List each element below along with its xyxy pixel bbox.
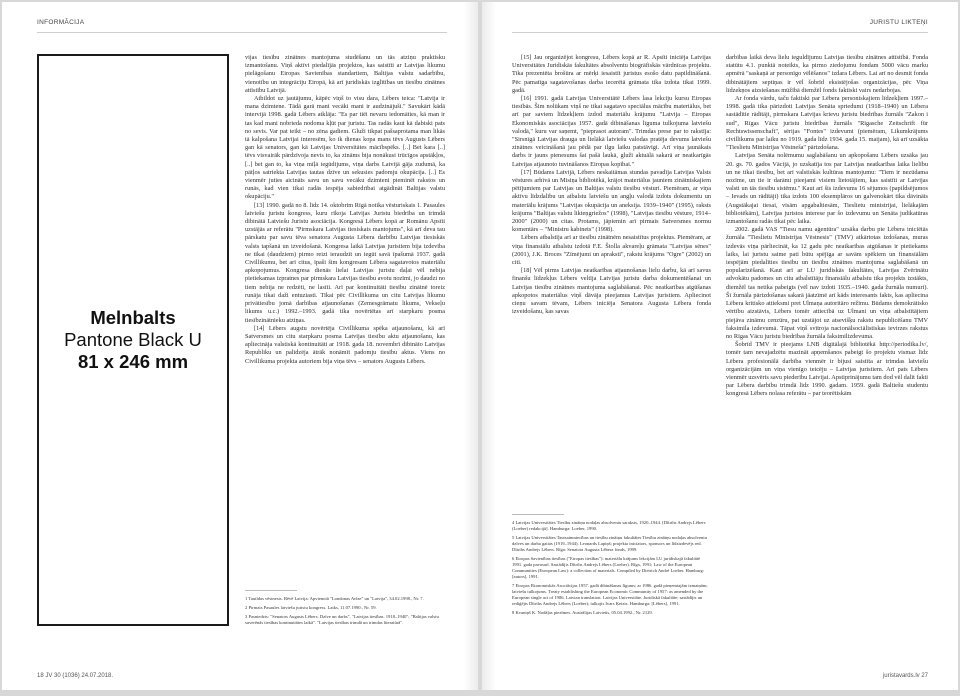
paragraph: Šobrīd TMV ir pieejams LNB digitālajā bibliotēkā http://periodika.lv/, tomēr tam nevajadzētu mazināt apņemšanos pabeigt šo projektu vismaz līdz Lēbera profesionālā darbība vienmēr ir bijusi saistīta ar trimdas latviešu organizācijām un viņa vienīgo teicēju – Latvijas juristiem. Arī pats Lēbers vienmēr uzsvēris savu piederību Latvijai. Apstiprinājumu tam dod vēl dalīt fakti par Lēbera darbību trimdā līdz 1990. gadam. 1959. gadā Baltiešu studentu kongresā Lēbers nolasa referātu – par teorētiskām xyxy=(726,341,928,398)
footnote: 7 Eiropas Ekonomiskās Asociācijas 1957. gadā dibināšanas līgums; ar 1986. gadā pieņemtajām izmaiņām; latviešu tulkojums. Treaty establishing the European Economic Community of 1957: as amended by the European single act of 1986. Latvian translation. Latvijas Universitāte. Juridiskā fakultāte; sastādījis un rediģējis Dītrihs Andrejs Lēbers (Loeber); tulkojis Ivars Ķeizis. Hamburga: [Lēbers], 1991. xyxy=(512,583,708,606)
ad-line-1: Melnbalts xyxy=(90,307,176,329)
page-folio: 18 JV 30 (1036) 24.07.2018. xyxy=(37,673,114,679)
footnote: 4 Latvijas Universitātes Tiesību zinātņu nodaļas absolventu saraksts, 1920–1944. [Dītrihs Andrejs Lēbers (Loeber) redakcijā]. Hamburga: Loeber, 1990. xyxy=(512,520,706,531)
advertisement-placeholder xyxy=(37,54,229,626)
section-header: INFORMĀCIJA xyxy=(37,19,85,26)
paragraph: [14] Lēbers augstu novērtēja Civillikuma spēka atjaunošanu, kā arī Satversmes un citu starpkaru posma Latvijas tiesību aktu atjaunošanu, kas apliecināja valstiskā kontinuitāti ar 1918. gada 18. novembrī dibināto Latvijas Republiku un palīdzēja ātrāk nonāmīt padomju tiesību aktus. Viens no Civillikuma projekta autoriem bija viņa tēvs – senators Augusts Lēbers. xyxy=(245,324,445,365)
paragraph: Ar fonda vārdu, taču faktiski par Lēbera personiskajiem līdzekļiem 1997.–1998. gadā tika pārizdoti Latvijas Senāta spriedumi (1918–1940) un Lēbera sastādītie rādītāji, pirmskara Latvijas krievu juristu biedrības žurnāls "Zakon i sud", Rīgas Vācu juristu biedrības žurnāls "Rigasche Zeitschrift für Rechtswissenschaft", sērijas "Fontes" izdevumi (piemēram, Likumkrājums civillikums par laiku no 1919. gada līdz 1934. gada 15. maijam), kā arī uzsākta "Tieslietu Ministrijas Vēstneša" pārizdošana. xyxy=(726,95,928,152)
ad-line-3: 81 x 246 mm xyxy=(77,350,189,372)
footnotes xyxy=(245,596,445,629)
paragraph: darbības laikā deva lielu ieguldījumu Latvijas tiesību zinātnes attīstībā. Fonda statūtu 4.1. punktā noteikts, ka pirmo ziedojumu fondam 5000 vācu marku apmērā "saskaņā ar personīgo vēlēšanos" izdara Lēbers. Lai arī no desmit fonda dibinātājiem septiņas ir vēl šobrīd eksistējošas organizācijas, pēc Viņa līdzekņos aizsiešanas mūžībā diemžēl fonds faktiski vairs nedarbojas. xyxy=(726,54,928,94)
footnote: 6 Eiropas Savienības tiesības ("Eiropas tiesības"): materiālu krājums lekcijām LU juridiskajā fakultātē 1991. gada pavasarī. Sastādījis Dītrihs Andrejs Lēbers (Loeber). Rīga, 1991; Law of the European Communities (European Law): a collection of materials. Compiled by Dietrich André Loeber. Hamburg: [autors], 1991. xyxy=(512,556,705,579)
paragraph: Latvijas Senāta nolēmumu saglabāšanu un apkopošanu Lēbers uzsāka jau 20. gs. 70. gados Vācijā, jo uzskatīja tos par Latvijas neatkarības laika lielību un ne tikai tiesību, bet arī valstiskās kultūras mantojumu: "Tiem ir nezūdama nozīme, un tie ir darāmi pieejami visiem lietotājiem, kas saistīti ar Latvijas valsti un tās tiesību sistēmu." Kaut arī šis izdevums 16 sējumos (papildsējumos – Ievads un rādītāji) tika izdots 100 eksemplāros un galvenokārt tika dāvināts (Augstākajai tiesai, visām apgabaltiesām, Tieslietu ministrijai, lielākajām bibliotēkām), Latvijas juristos interese par šo izdevumu un Senāta judikatūras izmantošanu radās tikai pēc laika. xyxy=(726,152,928,226)
paragraph: Atbildot uz jautājumu, kāpēc viņš to visu dara, Lēbers teica: "Latvija ir mana dzimtene. Tādā garā mani vecāki mani ir audzinājuši." Savukārt kādā intervijā 1998. gadā Lēbers atklāja: "Es par tiēi nevaru iedomāties, kā man ir tas kad mani nobrieda nodoma kļūt par juristu. Tas radās kaut kā dabiski pats no sevis. Var pat teikt – no zēna gadiem. Gluži tikpat pašsaprotama man likās tā kalpošana Latvijai interesēm, ko ik dienas kopa mans tēvs Augusts Lēbers gan kā senators, gan kā Latvijas Universitātes mācībspēks. [..] Bet kara [..] tēvs visvairāk pārdzīvoja nevis to, ka zināms bija nonākusi trūcīgos apstākļos, [..] bet gan to, ka viņa mīļā iegūdijums, viņa darbs Latvijā gāja zudumā, ka pātļos satriekta Latvijas tautas dzīve un sekusies padomju okupācija. [..] Es vienmēr juties aicināts savu un savu vecāku dzimteni pieminēt rakstos un runās, kad vien tikai radās iespēja sabiedrībai atgādināt Baltijas valstu okupāciju." xyxy=(245,95,445,201)
paragraph: [17] Būdams Latvijā, Lēbers neskaitāmas stundas pavadīja Latvijas Valsts vēstures arhīvā un Misiņa bibliotēkā, krājot materiālus jauniem zinātniskajiem pētījumiem par Latvijas un Baltijas valstu tiesību vēsturi. Piemēram, ar viņa aktīvu līdzdalību un atbalstu latviešu un angļu valodā izdots dokumentu un materiālu krājums "Latvijas okupācija un aneksija. 1939–1940" (1995), raksts krājums "Baltijas valstu likteņgriežos" (1998), "Latvijas tiesību vēsture, 1914–2000" (2000) un citas. Protams, jāpiemin arī pirmais Satversmes normu komentārs – "Ministru kabinets" (1998). xyxy=(512,168,711,234)
gutter-shadow xyxy=(482,2,496,690)
header-rule xyxy=(37,32,447,33)
paragraph: vijas tiesību zinātnes mantojuma studēšanu un tās atziņu praktisku izmantošanu. Viņš aktīvi piedalījās projektos, kas saistīti ar Latvijas likumu pielāgošanu Eiropas Savienības standartiem, Baltijas valstu sadarbību, vienotību un integrāciju Eiropā, kā arī juridiskās izglītības un tiesību zinātnes attīstību Latvijā. xyxy=(245,54,445,94)
gutter-shadow xyxy=(464,2,478,690)
footnote: 5 Latvijas Universitātes Tautsaimniecības un tiesību zinātņu fakultātes Tiesību zinātņu nodaļas absolventu dzīves un darba gaitas (1919–1944). Leonards Lapiņš; projekta iniciators, sponsors un līdzizdevējs red. Dītrihs Andrejs Lēbers. Rīga: Senatora Augusta Lēbera fonds, 1999. xyxy=(512,535,707,552)
footnote: 1 Tautīdas vēstnesis. Bēvē Latvija: Apvienotā "Londonas Avīze" un "Latvija", 34.02.1998., Nr. 7. xyxy=(245,596,424,601)
footnote: 2 Pirmais Pasaules latviešu juristu kongress. Laiks, 11.07.1990., Nr. 59. xyxy=(245,605,377,610)
paragraph: 2002. gadā VAS "Tiesu namu aģentūra" uzsāka darbu pie Lēbera iniciētās žurnāla "Tieslietu Ministrijas Vēstnesis" (TMV) atkārtotas izdošanas, muras izdevās viņa pārliecināt, ka 12 gadu pēc neatkarības atgūšanas ir pietiekams laiks, lai juristu saime pati būtu spējīga ar savām spēkiem un finansiālām iespējām piedalīties tiesību un tiesību zinātnes mantojuma saglabāšanā un popularizēšanā. Kaut arī ar LU juridiskās fakultātes, Latvijas Zvērinātu advokātu padomes un citu atbalstītāju finansiālu atbalstu tika projekts izstākts, diemžēl tas netika pabeigts (vēl nav izdoti 1935.–1940. gada žurnāla numuri). Šī žurnāla pārizdošanas sakarā jāatzīmē arī kāds interesants fakts, kas apliecina Lēbera kritisko attieksmi pret Ulmaņa autoritāro režīmu. Būdams demokrātisko vērtību aizstāvis, Lēbers tomēr attiecībā uz Ulmani un viņa atbalstītājiem piejāva zināmu cenzūru, pat uzstājot uz atsevišķu rakstu nepublicēšanu TMV faksimila izdevumā. Tāpat viņš svītroja nacionālsociālistiskas ievirzes rakstus no Rīgas Vācu juristu biedrības žurnāla faksimilizdevuma. xyxy=(726,226,928,340)
page-folio: juristavards.lv 27 xyxy=(882,673,928,679)
header-rule xyxy=(512,32,928,33)
right-page xyxy=(482,2,958,690)
section-header: JURISTU LIKTEŅI xyxy=(869,19,928,26)
paragraph: [13] 1990. gadā no 8. līdz 14. oktobrim Rīgā notika vēsturiskais 1. Pasaules latviešu juristu kongress, kuru rīkoja Latvijas Juristu biedrība un trimdā dibinātā Latviešu Juristu asociācija. Kongresā Lēbers kopā ar Romānu Apsīti uzstājās ar referātu "Pirmskara Latvijas tiesiskais mantojums", kā arī deva tau pārskatu par savu tēva senatora Augusta Lēbera darbību Latvijas tiesiskās valsts tapšanā un izveidošanā. Kongresa laikā Latvijas juristiem bija izdevība ne tikai (daudziem) pirmo reizi ieraudzīt un iegūt savā īpašumā 1937. gadā Civillikumu, bet arī citus, īpaši šim kongresam Lēbera sagatavotos materiālu apkopojumus. Kongresa dienās lielai Latvijas juristu daļai vēl nebija pietiekamas izpratnes par pirmskara Latvijas tiesību avotu nozīmi, jo daudzi no tiem nebija ne redzēti, ne lasīti. Arī par kontinuitāti tiesību zinātnē toreiz runāja tikai daži entuziasti. Tikai pēc Civillikuma un citu Latvijas likumu privātiesību jomā darbības atjaunošanas (Zemesgrāmatu likums, Vekseļu likums u.c.) 1992.–1993. gadā tika novērtētas arī starpkaru posma tiesībzinātnieku atziņas. xyxy=(245,201,445,324)
footnote-rule xyxy=(512,514,564,515)
footnote: 8 Kvaniņš K. Nodāļas piezīmes. Austrālijas Latvietis, 05.04.1992., Nr. 2129. xyxy=(512,610,653,615)
left-page xyxy=(2,2,478,690)
footnotes xyxy=(512,520,711,619)
article-column xyxy=(245,54,445,366)
paragraph: [16] 1991. gadā Latvijas Universitātē Lēbers lasa lekciju kursu Eiropas tiesībās. Šim nolūkam viņš ne tikai sagatavo speciālus mācību materiālus, bet arī par saviem līdzekļiem izdod materiālu krājumu "Latvija – Eiropas Ekonomiskās asociācijas 1957. gadā dibināšanas līguma tulkojuma latviešu valodā," kuru var saņemt, "pieprasot autoram". Trimdas prese par to rakstīja: "Sirsnīgā Latvijas drauga un lielākā latviešu valodas pratēja devums latviešu zinātnes veicināšanā jau pēdā par ilgu laiku patstāvīgi. Arī viņa jaunākais darbs ir jauns pienesums šai pašā laukā, glužī aktuālā sakarā ar neatkarīgās Latvijas atjaunoto tuvināšanos Eiropas kopībai." xyxy=(512,95,711,168)
article-column-1 xyxy=(512,54,711,317)
article-column-2 xyxy=(726,54,928,399)
footnote-rule xyxy=(245,590,297,591)
paragraph: [18] Vēl pirms Latvijas neatkarības atjaunošanas lielu darbu, kā arī savus finanšu līdzekļus Lēbers veltīja Latvijas juristu darba dokumentēšanai un Latvijas tiesību zinātnes mantojuma saglabāšanai. Pēc neatkarības atgūšanas apkopotos materiālus viņš dāvāja pieejamus Latvijas juristiem. Apliecinot cieņu savam tēvam, Lēbers iniciēja Senatora Augusta Lēbera fonda izveidošanu, kas savas xyxy=(512,267,711,316)
paragraph: [15] Jau organizējot kongresu, Lēbers kopā ar R. Apsīti iniciēja Latvijas Universitātes Juridiskās fakultātes absolventu biogrāfiskās vārdnīcas projektu. Tika prezentēta brošūra ar mērķi iesaistīt juristus esošo datu papildināšanā. Pēc pamatīga sagatavošanas darba iecerētā grāmata tika izdota tikai 1999. gadā. xyxy=(512,54,711,94)
paragraph: Lēbers atbalstīja arī ar tiesību zinātnēm nesaistītus projektus. Piemēram, ar viņa finansiālu atbalstu izdotā F.E. Štolla akvareļu grāmata "Latvijas sēnes" (2001), J.K. Broces "Zīmējumi un apraksti", rakstu krājums "Ogre" (2002) un citi. xyxy=(512,234,711,267)
footnote: 3 Pasniedzis: "Senators Augusts Lēbers. Dzīve un darbs", "Latvijas tiesības. 1918–1940"; "Baltijas valstu suverēnās tiesības kontinuitātes laikā". "Latvijas tiesības trimdā un trimdas literatūrā". xyxy=(245,614,439,625)
ad-line-2: Pantone Black U xyxy=(64,329,202,351)
